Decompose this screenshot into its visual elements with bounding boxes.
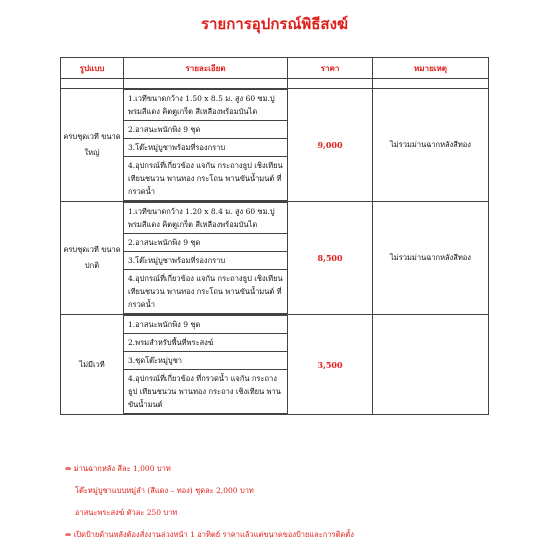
note-text: โต๊ะหมู่บูชาแบบหมู่ลำ (สีแดง – ทอง) ชุดละ 2,000 บาท [75, 486, 254, 495]
equipment-table [60, 57, 489, 415]
detail-item: 4.อุปกรณ์ที่เกี่ยวข้อง ที่กรวดน้ำ แจกัน กระถางธูป เทียนชนวน พานทอง กระถาง เชิงเทียน พานขันน้ำมนต์ [124, 370, 287, 414]
package-details [124, 202, 288, 315]
table-row [61, 202, 489, 315]
detail-item: 1.เวทีขนาดกว้าง 1.20 x 8.4 ม. สูง 60 ซม.ปูพรมสีแดง คิตตูเกร็ต สีเหลืองพร้อมบันได [124, 203, 287, 234]
table-header-row [61, 58, 489, 79]
package-price: 3,500 [288, 315, 373, 415]
note-line [65, 463, 171, 475]
detail-item: 2.อาสนะพนักพิง 9 ชุด [124, 234, 287, 252]
note-text: เปิดป้ายด้านหลังต้องสั่งงานล่วงหน้า 1 อาทิตย์ ราคาแล้วแต่ขนาดของป้ายและการติดตั้ง [73, 530, 354, 539]
arrow-icon: ⇛ [65, 464, 72, 473]
detail-item: 2.อาสนะพนักพิง 9 ชุด [124, 121, 287, 139]
detail-item: 3.ชุดโต๊ะหมู่บูชา [124, 352, 287, 370]
detail-item: 4.อุปกรณ์ที่เกี่ยวข้อง แจกัน กระถางธูป เชิงเทียน เทียนชนวน พานทอง กระโถน พานขันน้ำมนต์ ที่กรวดน้ำ [124, 270, 287, 314]
package-note [373, 315, 489, 415]
header-note: หมายเหตุ [373, 58, 489, 79]
package-type: ครบชุดเวที ขนาดปกติ [61, 202, 124, 315]
header-type: รูปแบบ [61, 58, 124, 79]
table-row [61, 89, 489, 202]
package-type: ไม่มีเวที [61, 315, 124, 415]
page-title: รายการอุปกรณ์พิธีสงฆ์ [200, 15, 349, 33]
detail-item: 4.อุปกรณ์ที่เกี่ยวข้อง แจกัน กระถางธูป เชิงเทียน เทียนชนวน พานทอง กระโถน พานขันน้ำมนต์ ที่กรวดน้ำ [124, 157, 287, 201]
detail-item: 3.โต๊ะหมู่บูชาพร้อมที่รองกราบ [124, 139, 287, 157]
table-row [61, 315, 489, 415]
arrow-icon: ⇛ [65, 530, 72, 539]
package-note: ไม่รวมม่านฉากหลังสีทอง [373, 89, 489, 202]
note-line [75, 507, 177, 519]
note-line [65, 529, 354, 541]
package-price: 9,000 [288, 89, 373, 202]
header-price: ราคา [288, 58, 373, 79]
detail-item: 1.อาสนะพนักพิง 9 ชุด [124, 316, 287, 334]
detail-item: 3.โต๊ะหมู่บูชาพร้อมที่รองกราบ [124, 252, 287, 270]
package-details [124, 89, 288, 202]
table-spacer-row [61, 79, 489, 89]
package-type: ครบชุดเวที ขนาดใหญ่ [61, 89, 124, 202]
detail-item: 2.พรมสำหรับพื้นที่พระสงฆ์ [124, 334, 287, 352]
note-text: อาสนะพระสงฆ์ ตัวละ 250 บาท [75, 508, 178, 517]
header-details: รายละเอียด [124, 58, 288, 79]
package-details [124, 315, 288, 415]
detail-item: 1.เวทีขนาดกว้าง 1.50 x 8.5 ม. สูง 60 ซม.ปูพรมสีแดง คิตตูเกร็ต สีเหลืองพร้อมบันได [124, 90, 287, 121]
package-note: ไม่รวมม่านฉากหลังสีทอง [373, 202, 489, 315]
note-line [75, 485, 254, 497]
package-price: 8,500 [288, 202, 373, 315]
note-text: ม่านฉากหลัง สีละ 1,000 บาท [73, 464, 171, 473]
